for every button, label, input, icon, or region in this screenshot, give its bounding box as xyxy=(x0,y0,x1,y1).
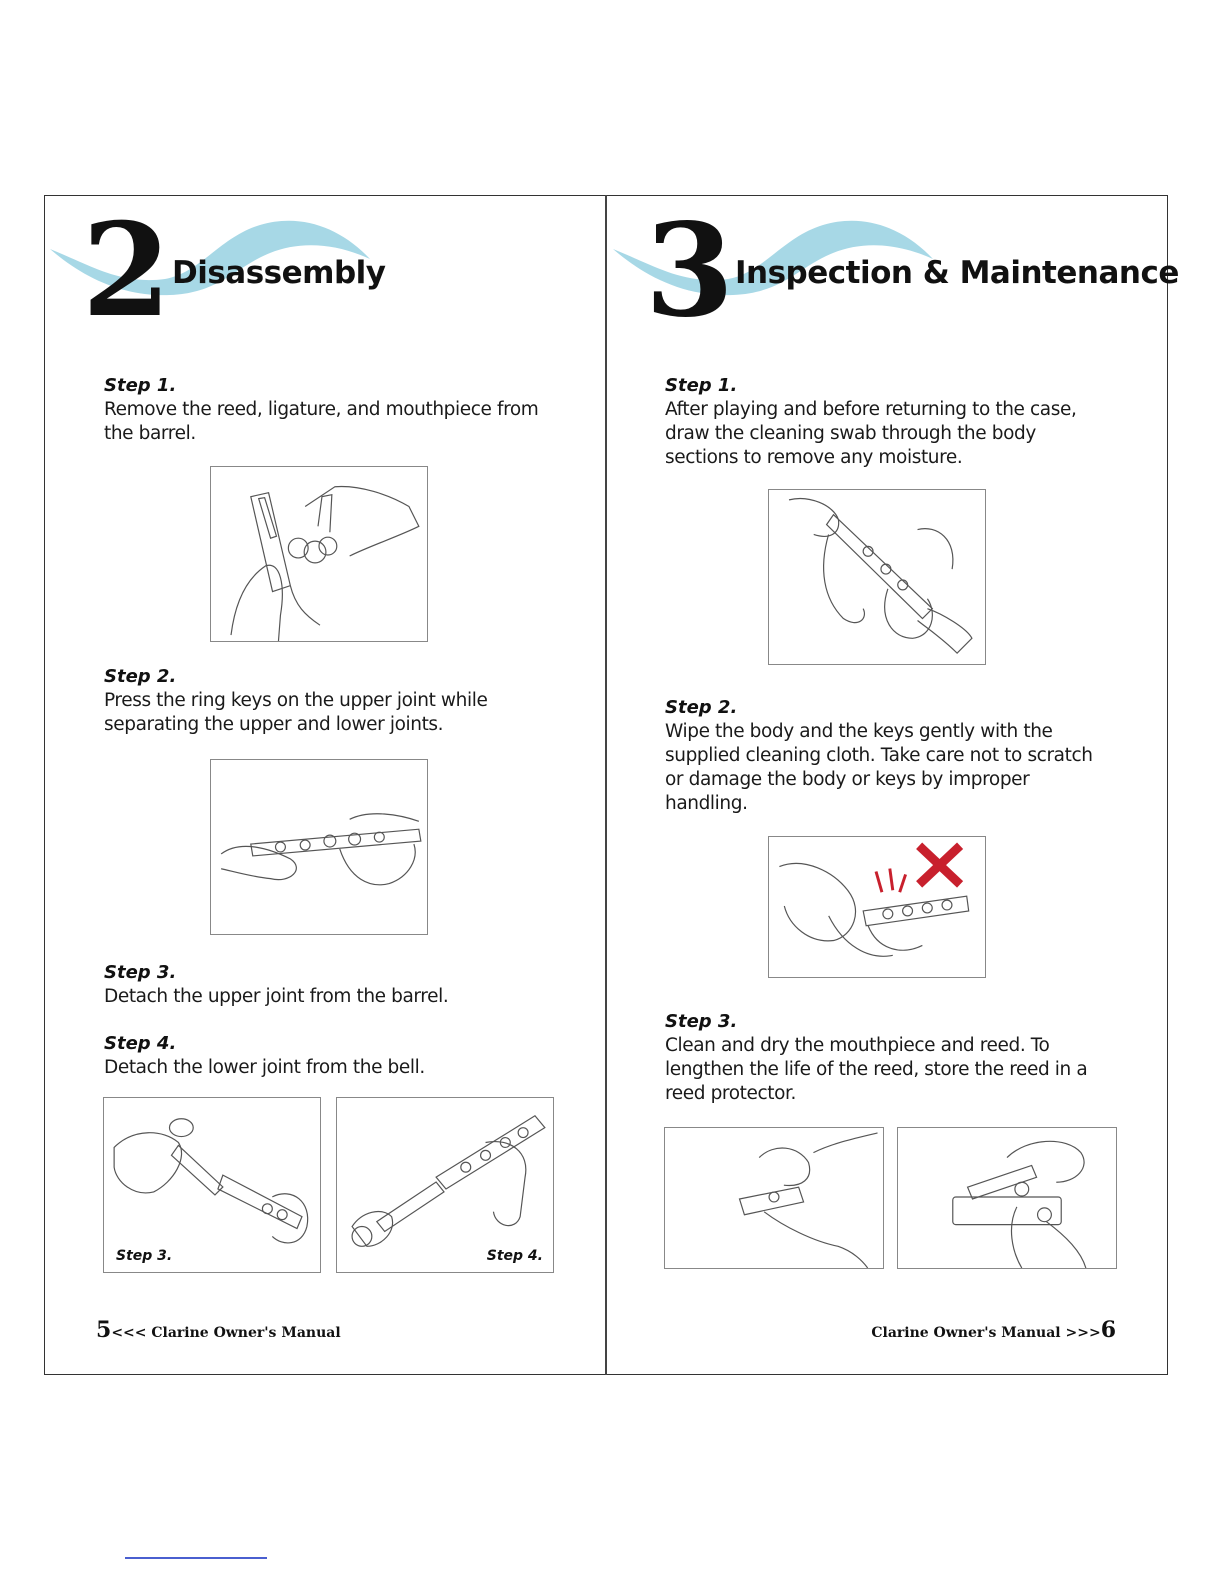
page-number: 5 xyxy=(96,1317,112,1343)
illustration-separate-joints xyxy=(210,759,428,935)
step-label: Step 1. xyxy=(104,375,177,396)
chapter-header xyxy=(607,195,1179,346)
chapter-title: Inspection & Maintenance xyxy=(735,255,1179,291)
step-label: Step 2. xyxy=(104,666,177,687)
illustration-cleaning-swab xyxy=(768,489,986,665)
step-text: Detach the lower joint from the bell. xyxy=(104,1057,425,1078)
illustration-detach-lower-joint xyxy=(336,1097,554,1273)
chapter-title: Disassembly xyxy=(172,255,386,291)
step-text: Press the ring keys on the upper joint while separating the upper and lower joints. xyxy=(104,690,488,735)
x-mark-icon xyxy=(922,849,957,882)
image-caption: Step 3. xyxy=(116,1248,173,1264)
left-page xyxy=(44,195,605,1375)
step-label: Step 3. xyxy=(104,962,177,983)
image-caption: Step 4. xyxy=(486,1248,543,1264)
step-label: Step 3. xyxy=(665,1011,738,1032)
step-text: Detach the upper joint from the barrel. xyxy=(104,986,449,1007)
chapter-header xyxy=(44,195,605,345)
chapter-number: 2 xyxy=(82,196,172,346)
page-footer xyxy=(96,1317,341,1343)
illustration-wipe-body xyxy=(768,836,986,978)
page-footer xyxy=(871,1317,1116,1343)
chapter-number: 3 xyxy=(645,196,735,346)
footer-text: <<< Clarine Owner's Manual xyxy=(111,1325,341,1341)
step-label: Step 4. xyxy=(104,1033,177,1054)
right-page xyxy=(607,195,1179,1375)
step-label: Step 2. xyxy=(665,697,738,718)
step-text: Wipe the body and the keys gently with the supplied cleaning cloth. Take care not to scratch or damage the body or keys by improper handling. xyxy=(665,721,1093,814)
step-label: Step 1. xyxy=(665,375,738,396)
footer-text: Clarine Owner's Manual >>> xyxy=(871,1325,1101,1341)
illustration-detach-upper-joint xyxy=(103,1097,321,1273)
step-text: Remove the reed, ligature, and mouthpiece from the barrel. xyxy=(104,399,539,444)
illustration-reed-protector xyxy=(897,1127,1117,1269)
link-underline xyxy=(125,1557,267,1559)
illustration-remove-mouthpiece xyxy=(210,466,428,642)
step-text: Clean and dry the mouthpiece and reed. To lengthen the life of the reed, store the reed in a reed protector. xyxy=(665,1035,1088,1104)
step-text: After playing and before returning to the case, draw the cleaning swab through the body sections to remove any moisture. xyxy=(665,399,1077,468)
illustration-dry-reed xyxy=(664,1127,884,1269)
page-number: 6 xyxy=(1100,1317,1116,1343)
